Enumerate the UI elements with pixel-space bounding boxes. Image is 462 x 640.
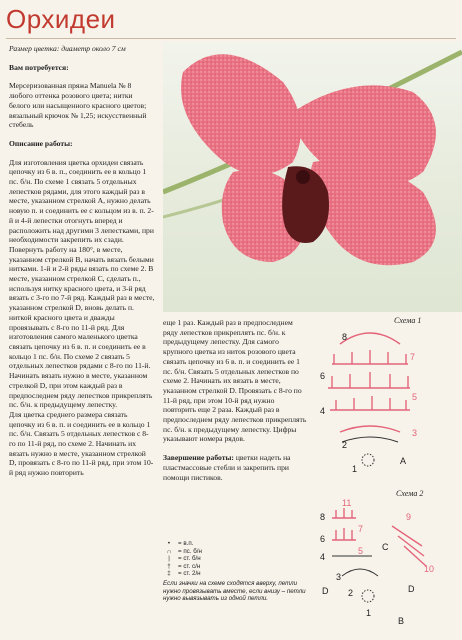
materials-text: Мерсеризованная пряжа Manuela № 8 любого оттенка розового цвета; нитки белого или насыщенного красного цветов; вязальный крючок № 1,25; искусственный стебель [9,81,147,130]
arrow-label: D [322,586,329,596]
row-label: 10 [424,564,435,574]
title-divider [6,38,456,39]
row-label: 1 [352,464,358,474]
legend-label: = ст. 2/н [178,570,201,578]
schema-1-diagram [312,324,460,484]
legend-label: = ст. б/н [178,555,201,563]
middle-column [163,318,308,482]
orchid-illustration [163,42,462,312]
legend-label: = ст. с/н [178,562,201,570]
row-label: 7 [358,524,364,534]
legend-symbol: ∩ [166,547,172,555]
materials-heading: Вам потребуется: [9,62,69,72]
arrow-label: A [400,456,407,466]
legend-symbol: ‡ [167,570,171,578]
crochet-diagrams [312,314,460,636]
schema-2-diagram [312,496,460,636]
work-heading: Описание работы: [9,138,73,148]
schema-1-label: Схема 1 [394,316,422,325]
legend-symbol: | [168,555,170,563]
legend-label: = в.п. [178,540,194,547]
row-label: 4 [320,406,326,416]
legend-row [163,540,308,548]
row-label: 3 [336,572,342,582]
row-label: 2 [348,588,354,598]
left-column [9,44,155,478]
arrow-label: C [382,542,389,552]
work-text-continued: Для цветка среднего размера связать цепочку из 6 в. п. и соединить ее в кольцо 1 пс. б/н. Связать 5 отдельных лепестков с 8-го по 11-й ряд, по схеме 2. Начинать их вязать нужно в месте, указанном стрелкой D, провязать с 8-го по 11-й ряд, при этом 10-й ряд нужно повторить [9,409,154,478]
row-label: 4 [320,552,326,562]
schema-2-label: Схема 2 [396,489,424,498]
row-label: 7 [410,352,416,362]
finish-text: цветки надеть на пластмассовые стебли и закрепить при помощи пистиков. [163,453,291,482]
work-text: Для изготовления цветка орхидеи связать цепочку из 6 в. п., соединить ее в кольцо 1 пс. б/н. По схеме 1 связать 5 отдельных лепестков рядами, для этого каждый раз в месте, указанном стрелкой А, нужно делать новую п. и соединить ее с кольцом из в. п. 2-й и 4-й лепестки отогнуть вперед и расположить над другими 3 лепестками, при необходимости закрепить их сзади. Повернуть работу на 180°, в месте, указанном стрелкой В, начать вязать белыми нитками. 1-й и 2-й ряды вязать по схеме 2. В месте, указанном стрелкой С, сделать п., используя нитку красного цвета, и 3-й ряд вязать с 3-го по 7-й ряд. Каждый раз в месте, указанном стрелкой D, вновь делать п. ниткой красного цвета и дважды провязывать с 8-го по 11-й ряд. Для изготовления самого маленького цветка связать цепочку из 6 в. п. и соединить ее в кольцо 1 пс. б/н. По схеме 2 связать 5 отдельных лепестков рядами с 8-го по 11-й. Начинать вязать нужно в месте, указанном стрелкой D, при этом каждый раз в предпоследнем ряду лепестков прикреплять пс. б/н. к предыдущему лепестку. [9,157,155,410]
finish-heading: Завершение работы: [163,453,234,463]
row-label: 3 [412,428,418,438]
legend-row [163,570,308,578]
flower-size-text: Размер цветка: диаметр около 7 см [9,44,126,53]
orchid-photo [163,42,462,312]
row-label: 11 [342,498,352,508]
legend-row [163,555,308,563]
row-label: 5 [358,546,364,556]
symbol-legend [163,540,308,603]
row-label: 5 [412,392,418,402]
legend-symbol: • [167,540,171,547]
legend-row [163,548,308,556]
row-label: 8 [342,332,348,342]
legend-label: = пс. б/н [178,547,202,555]
row-label: 6 [320,371,326,381]
legend-row [163,563,308,571]
page-title: Орхидеи [6,4,116,34]
row-label: 8 [320,512,326,522]
arrow-label: B [398,616,405,626]
continued-text: еще 1 раз. Каждый раз в предпоследнем ряду лепестков прикреплять пс. б/н. к предыдущему лепестку. Для самого крупного цветка из ниток розового цвета связать цепочку из 6 в. п. и соединить ее 1 пс. б/н. Связать 5 отдельных лепестков по схеме 2. Начинать их вязать в месте, указанном стрелкой D. Провязать с 8-го по 11-й ряд, при этом 10-й ряд нужно повторить еще 2 раза. Каждый раз в предпоследнем ряду лепестков прикреплять пс. б/н. к предыдущему лепестку. Цифры указывают номера рядов. [163,318,307,444]
row-label: 6 [320,534,326,544]
legend-note: Если значки на схеме сходятся вверху, петли нужно провязывать вместе, если внизу – петли нужно вывязывать из одной петли. [163,579,306,603]
row-label: 1 [366,608,372,618]
row-label: 2 [342,440,348,450]
legend-symbol: † [167,562,171,570]
row-label: 9 [406,512,412,522]
arrow-label: D [408,584,415,594]
